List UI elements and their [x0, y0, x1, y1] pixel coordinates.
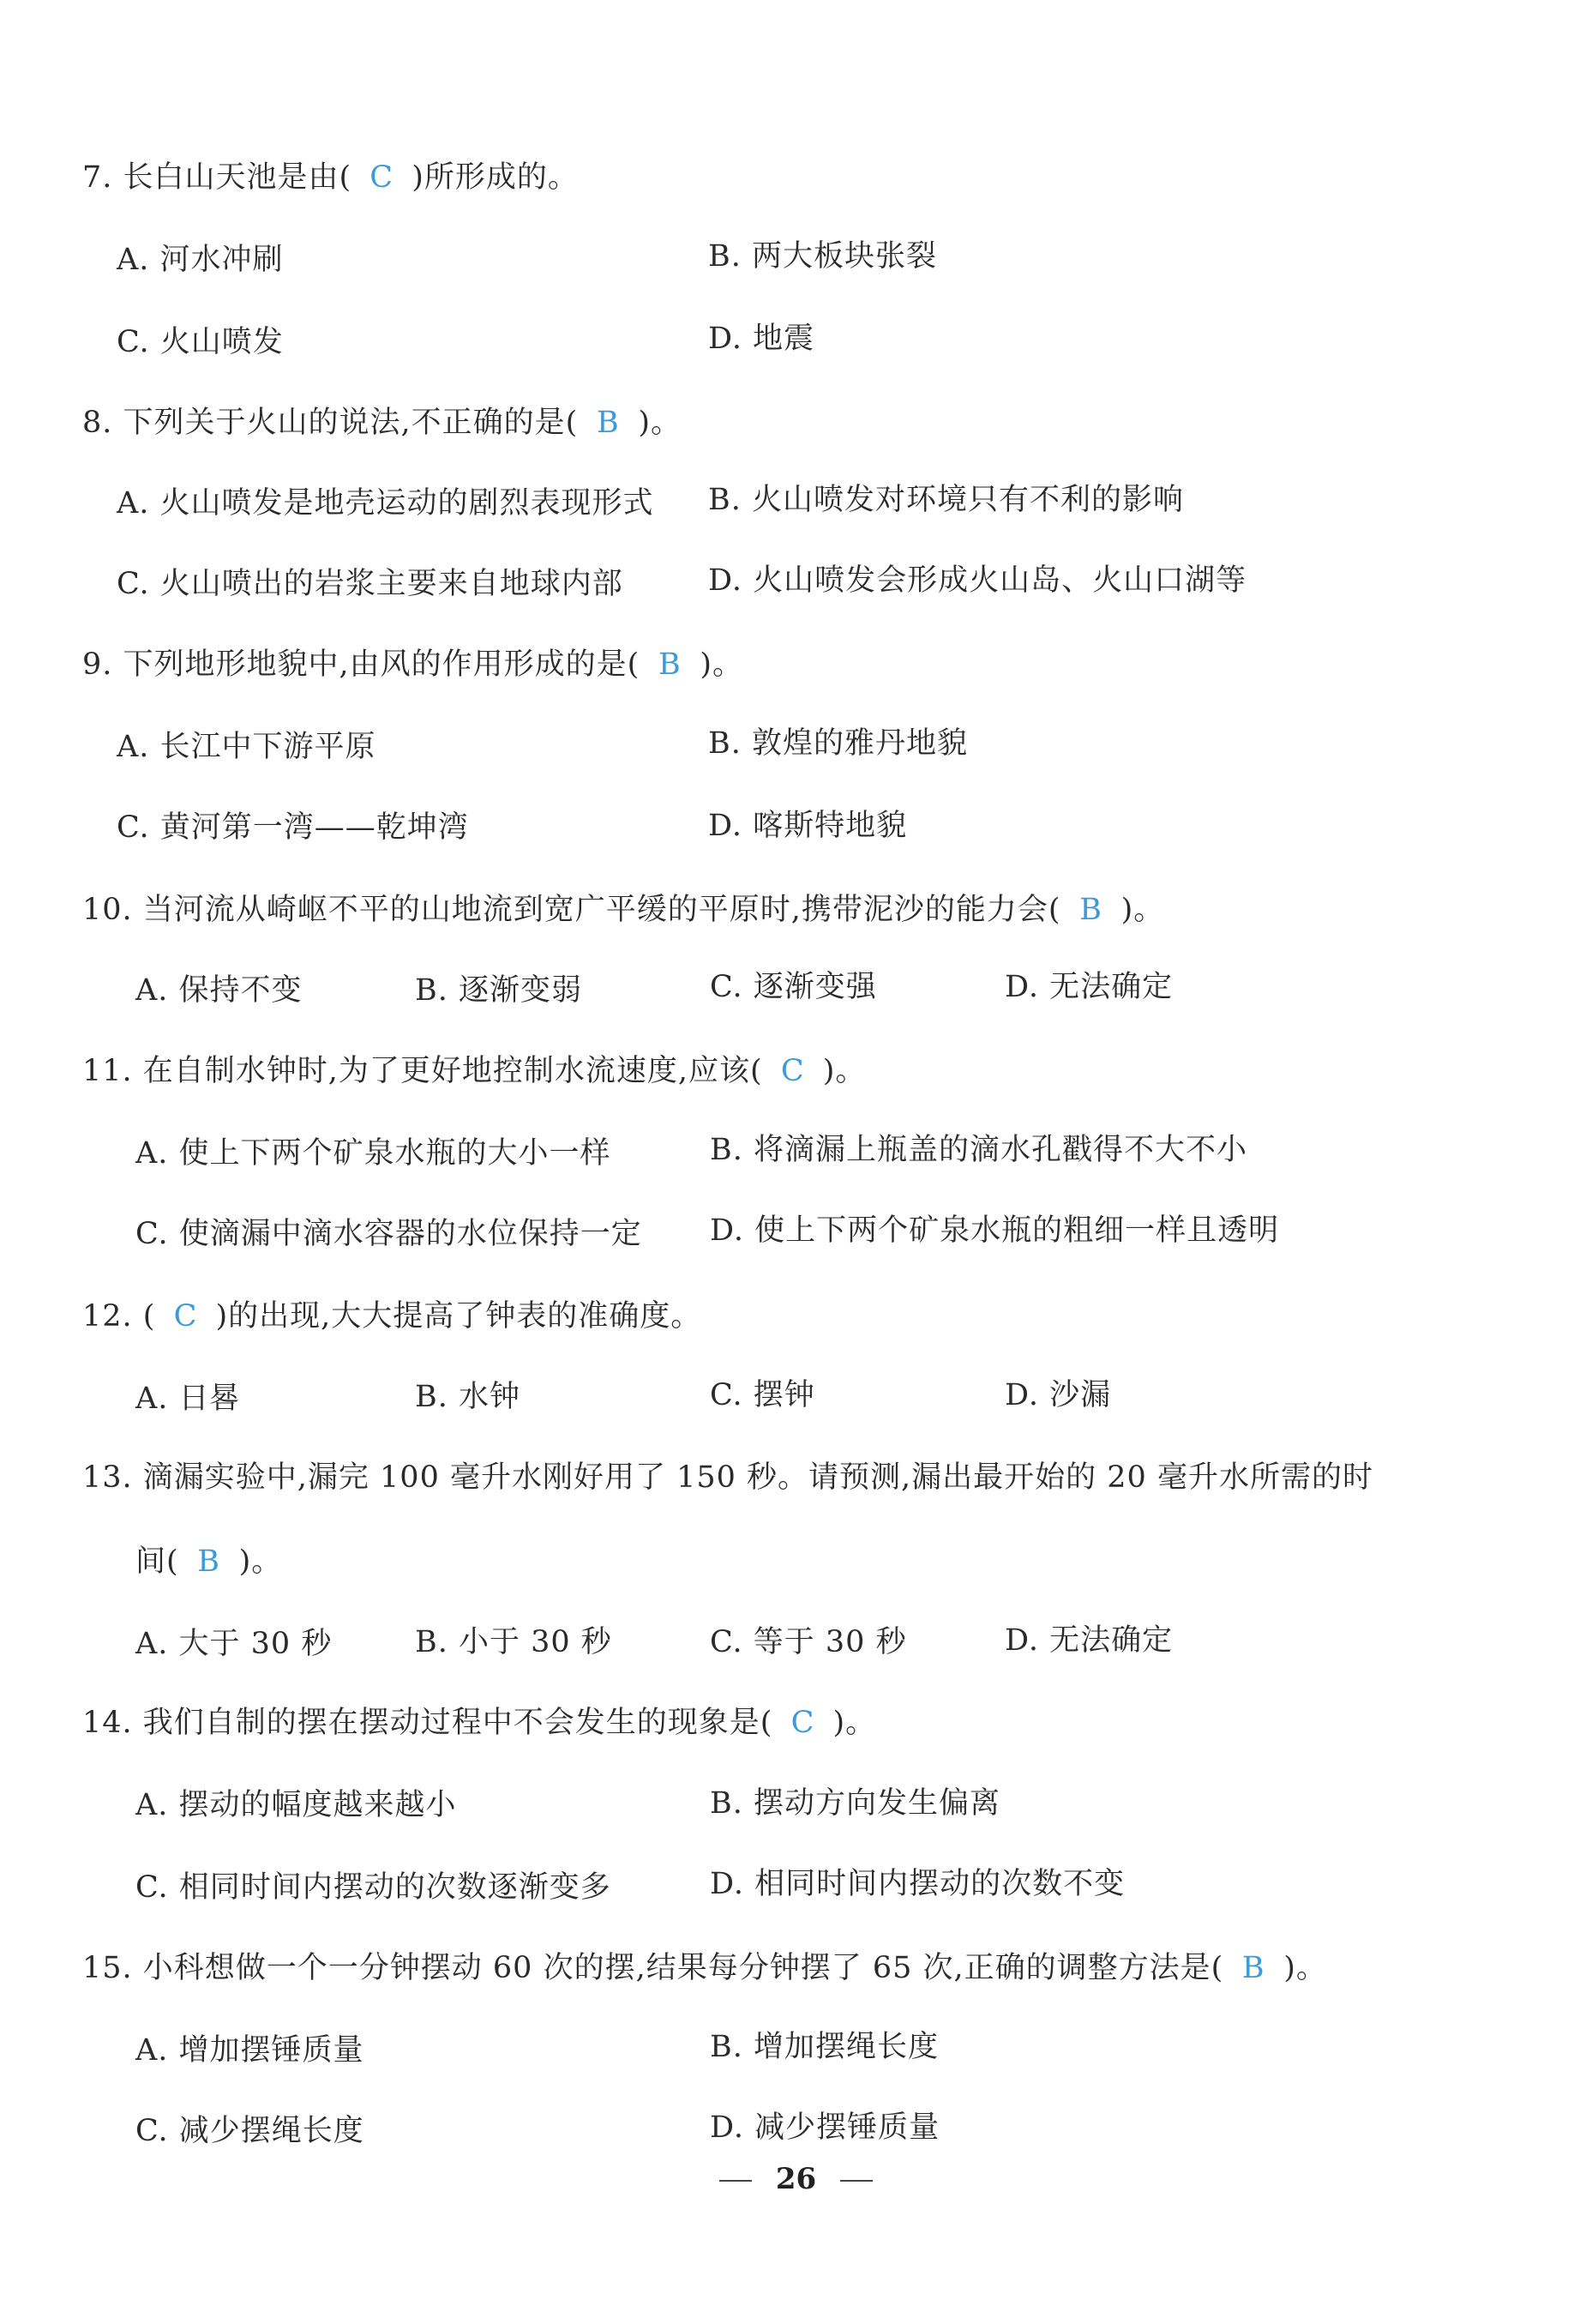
question-text-end: )。	[638, 406, 682, 440]
option: A. 摆动的幅度越来越小	[135, 1788, 457, 1822]
question-text: 15. 小科想做一个一分钟摆动 60 次的摆,结果每分钟摆了 65 次,正确的调整方法是(	[82, 1951, 1224, 1985]
option: A. 河水冲刷	[117, 243, 284, 277]
question-text: 13. 滴漏实验中,漏完 100 毫升水刚好用了 150 秒。请预测,漏出最开始的 20 毫升水所需的时	[82, 1460, 1373, 1495]
option: A. 日晷	[135, 1382, 241, 1416]
answer-mark: B	[596, 406, 620, 440]
option: D. 地震	[708, 322, 815, 356]
option: C. 火山喷发	[117, 325, 284, 359]
option: B. 将滴漏上瓶盖的滴水孔戳得不大不小	[710, 1133, 1247, 1167]
question-9	[82, 645, 743, 684]
option: D. 相同时间内摆动的次数不变	[710, 1867, 1126, 1901]
question-text-end: )。	[238, 1544, 283, 1579]
option: A. 增加摆锤质量	[135, 2033, 364, 2068]
option: C. 摆钟	[710, 1378, 815, 1412]
option: C. 等于 30 秒	[710, 1625, 907, 1659]
question-text-end: )。	[1120, 893, 1165, 927]
question-12	[82, 1297, 701, 1336]
answer-mark: C	[369, 160, 394, 195]
question-text: 间(	[135, 1544, 179, 1579]
answer-mark: B	[658, 647, 682, 682]
question-text: 14. 我们自制的摆在摆动过程中不会发生的现象是(	[82, 1706, 773, 1740]
option: B. 逐渐变弱	[415, 973, 582, 1008]
answer-mark: B	[1241, 1951, 1265, 1985]
option: A. 保持不变	[135, 973, 303, 1008]
option: C. 火山喷出的岩浆主要来自地球内部	[117, 567, 623, 601]
option: C. 黄河第一湾——乾坤湾	[117, 810, 469, 845]
option: A. 大于 30 秒	[135, 1627, 333, 1661]
option: D. 使上下两个矿泉水瓶的粗细一样且透明	[710, 1213, 1280, 1248]
answer-mark: C	[790, 1706, 815, 1740]
option: D. 沙漏	[1005, 1378, 1112, 1412]
question-7	[82, 158, 579, 197]
option: A. 火山喷发是地壳运动的剧烈表现形式	[117, 486, 654, 521]
option: B. 增加摆绳长度	[710, 2030, 939, 2064]
option: C. 减少摆绳长度	[135, 2114, 364, 2148]
option: B. 水钟	[415, 1380, 520, 1414]
option: D. 火山喷发会形成火山岛、火山口湖等	[708, 563, 1247, 598]
page-footer	[0, 2159, 1592, 2199]
option: B. 摆动方向发生偏离	[710, 1786, 1000, 1821]
question-text-end: )。	[700, 647, 743, 682]
option: D. 喀斯特地貌	[708, 809, 908, 843]
question-13	[82, 1458, 1373, 1497]
option: A. 长江中下游平原	[117, 730, 376, 764]
question-text-end: )。	[832, 1706, 877, 1740]
question-10	[82, 890, 1164, 930]
page-number: 26	[775, 2162, 817, 2196]
answer-mark: C	[173, 1299, 198, 1334]
question-text-end: )所形成的。	[412, 160, 579, 195]
footer-dash-right	[840, 2180, 873, 2182]
question-14	[82, 1703, 876, 1743]
option: D. 无法确定	[1005, 970, 1174, 1004]
answer-mark: B	[1079, 893, 1102, 927]
question-text: 11. 在自制水钟时,为了更好地控制水流速度,应该(	[82, 1054, 763, 1088]
question-text-end: )。	[1283, 1951, 1327, 1985]
question-text-end: )的出现,大大提高了钟表的准确度。	[215, 1299, 702, 1334]
option: C. 相同时间内摆动的次数逐渐变多	[135, 1870, 611, 1905]
option: B. 敦煌的雅丹地貌	[708, 726, 968, 761]
option: D. 无法确定	[1005, 1623, 1174, 1658]
question-text-end: )。	[822, 1054, 867, 1088]
question-text: 9. 下列地形地貌中,由风的作用形成的是(	[82, 647, 640, 682]
question-15	[82, 1948, 1327, 1988]
question-text: 8. 下列关于火山的说法,不正确的是(	[82, 406, 579, 440]
option: B. 火山喷发对环境只有不利的影响	[708, 483, 1184, 517]
question-text: 12. (	[82, 1299, 156, 1334]
option: C. 逐渐变强	[710, 970, 877, 1004]
footer-dash-left	[719, 2180, 752, 2182]
question-11	[82, 1051, 866, 1091]
option: A. 使上下两个矿泉水瓶的大小一样	[135, 1136, 611, 1171]
option: C. 使滴漏中滴水容器的水位保持一定	[135, 1217, 642, 1251]
option: B. 小于 30 秒	[415, 1625, 612, 1659]
question-13-continued	[135, 1542, 282, 1581]
question-text: 10. 当河流从崎岖不平的山地流到宽广平缓的平原时,携带泥沙的能力会(	[82, 893, 1061, 927]
answer-mark: C	[780, 1054, 805, 1088]
option: B. 两大板块张裂	[708, 239, 937, 274]
answer-mark: B	[197, 1544, 221, 1579]
option: D. 减少摆锤质量	[710, 2110, 940, 2145]
question-8	[82, 403, 682, 443]
question-text: 7. 长白山天池是由(	[82, 160, 352, 195]
